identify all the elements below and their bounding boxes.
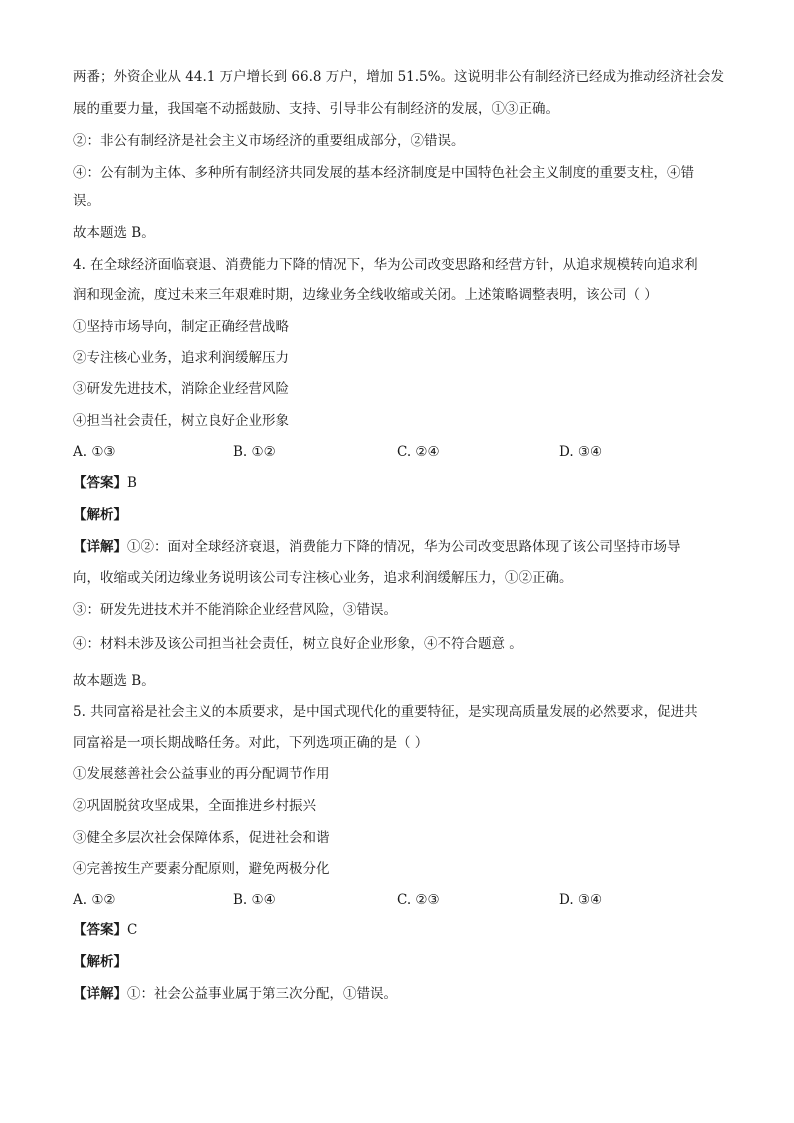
question-4-option-c: C. ②④ [397, 444, 440, 460]
question-4-stem: 4. 在全球经济面临衰退、消费能力下降的情况下，华为公司改变思路和经营方针，从追求规模转向追求利 [73, 257, 698, 273]
question-4-option-d: D. ③④ [559, 444, 603, 460]
question-5-option-d: D. ③④ [559, 892, 603, 908]
answer-value: C [127, 922, 138, 938]
question-5-option-a: A. ①② [73, 892, 116, 908]
answer-value: B [127, 475, 137, 491]
question-4-statement: ③研发先进技术，消除企业经营风险 [73, 381, 289, 397]
text-line: ②：非公有制经济是社会主义市场经济的重要组成部分，②错误。 [73, 133, 465, 149]
text-line: 误。 [73, 193, 100, 209]
question-5-option-b: B. ①④ [233, 892, 276, 908]
question-4-statement: ①坚持市场导向，制定正确经营战略 [73, 319, 289, 335]
text-line: ④：公有制为主体、多种所有制经济共同发展的基本经济制度是中国特色社会主义制度的重要支柱，④错 [73, 165, 694, 181]
question-4-statement: ②专注核心业务，追求利润缓解压力 [73, 350, 289, 366]
text-line: 向，收缩或关闭边缘业务说明该公司专注核心业务，追求利润缓解压力，①②正确。 [73, 570, 573, 586]
question-5-option-c: C. ②③ [397, 892, 440, 908]
answer-tag: 【答案】 [73, 922, 127, 938]
detail-tag: 【详解】 [73, 986, 127, 1002]
text-line: 故本题选 B。 [73, 673, 155, 689]
detail-tag: 【详解】 [73, 539, 127, 555]
text-line: ③：研发先进技术并不能消除企业经营风险，③错误。 [73, 602, 397, 618]
question-5-answer [73, 920, 723, 940]
question-4-option-b: B. ①② [233, 444, 276, 460]
question-4-analysis-tag: 【解析】 [73, 507, 127, 523]
question-5-analysis-tag: 【解析】 [73, 954, 127, 970]
question-5-statement: ②巩固脱贫攻坚成果，全面推进乡村振兴 [73, 798, 316, 814]
question-4-answer [73, 473, 723, 493]
text-line: 展的重要力量，我国毫不动摇鼓励、支持、引导非公有制经济的发展，①③正确。 [73, 101, 559, 117]
question-5-detail: 【详解】①：社会公益事业属于第三次分配，①错误。 [73, 986, 397, 1002]
question-4-option-a: A. ①③ [73, 444, 116, 460]
question-4-stem: 润和现金流，度过未来三年艰难时期，边缘业务全线收缩或关闭。上述策略调整表明，该公司（ ） [73, 287, 658, 303]
text-line: 故本题选 B。 [73, 225, 155, 241]
question-5-stem: 同富裕是一项长期战略任务。对此，下列选项正确的是（ ） [73, 735, 429, 751]
question-5-stem: 5. 共同富裕是社会主义的本质要求，是中国式现代化的重要特征，是实现高质量发展的必然要求，促进共 [73, 704, 698, 720]
text-line: 两番；外资企业从 44.1 万户增长到 66.8 万户，增加 51.5%。这说明非公有制经济已经成为推动经济社会发 [73, 69, 724, 85]
question-5-statement: ③健全多层次社会保障体系，促进社会和谐 [73, 830, 330, 846]
text-line: ④：材料未涉及该公司担当社会责任，树立良好企业形象，④不符合题意 。 [73, 636, 523, 652]
question-5-statement: ①发展慈善社会公益事业的再分配调节作用 [73, 766, 330, 782]
answer-tag: 【答案】 [73, 475, 127, 491]
question-5-statement: ④完善按生产要素分配原则，避免两极分化 [73, 861, 330, 877]
question-4-statement: ④担当社会责任，树立良好企业形象 [73, 413, 289, 429]
question-4-detail: 【详解】①②：面对全球经济衰退，消费能力下降的情况，华为公司改变思路体现了该公司坚持市场导 [73, 539, 681, 555]
